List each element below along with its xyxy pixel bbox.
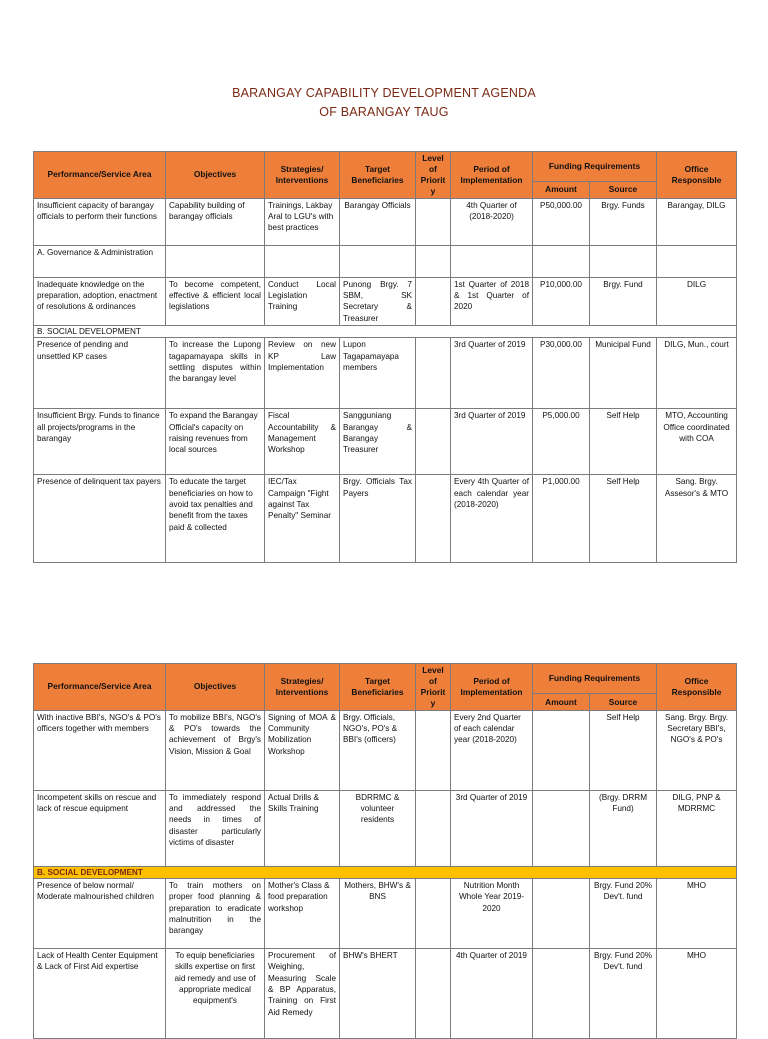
cell-area: Lack of Health Center Equipment & Lack of First Aid expertise: [34, 949, 166, 1039]
header-period: Period of Implementation: [451, 152, 533, 199]
cell-office: DILG: [657, 277, 737, 325]
cell-office: DILG, PNP & MDRRMC: [657, 790, 737, 866]
header-amount: Amount: [533, 694, 590, 710]
header-strategies: Strategies/ Interventions: [265, 664, 340, 711]
cell-target: BDRRMC & volunteer residents: [340, 790, 416, 866]
cell-objectives: To become competent, effective & efficient local legislations: [166, 277, 265, 325]
header-strategies: Strategies/ Interventions: [265, 152, 340, 199]
header-funding: Funding Requirements: [533, 664, 657, 694]
cell-strategies: IEC/Tax Campaign "Fight against Tax Penalty" Seminar: [265, 475, 340, 563]
cell-target: Barangay Officials: [340, 198, 416, 245]
cell-objectives: To educate the target beneficiaries on how to avoid tax penalties and benefit from the taxes paid & collected: [166, 475, 265, 563]
table-row: [34, 409, 737, 475]
section-row: [34, 325, 737, 337]
cell-area: Presence of below normal/ Moderate malnourished children: [34, 879, 166, 949]
cell-area: Insufficient Brgy. Funds to finance all projects/programs in the barangay: [34, 409, 166, 475]
cell-strategies: Fiscal Accountability & Management Workshop: [265, 409, 340, 475]
cell-area: Inadequate knowledge on the preparation, adoption, enactment of resolutions & ordinances: [34, 277, 166, 325]
cell-period: 3rd Quarter of 2019: [451, 790, 533, 866]
cell-period: 1st Quarter of 2018 & 1st Quarter of 2020: [451, 277, 533, 325]
table-row: [34, 338, 737, 409]
cell-office: MHO: [657, 879, 737, 949]
table-row: [34, 475, 737, 563]
table-row: [34, 245, 737, 277]
header-funding: Funding Requirements: [533, 152, 657, 182]
cell-office: DILG, Mun., court: [657, 338, 737, 409]
section-label: B. SOCIAL DEVELOPMENT: [34, 866, 737, 878]
cell-office: MHO: [657, 949, 737, 1039]
cell-period: Every 2nd Quarter of each calendar year (2018-2020): [451, 710, 533, 790]
cell-objectives: To train mothers on proper food planning & preparation to eradicate malnutrition in the barangay: [166, 879, 265, 949]
cell-period: 3rd Quarter of 2019: [451, 409, 533, 475]
header-office: Office Responsible: [657, 664, 737, 711]
table-row: [34, 198, 737, 245]
section-label: B. SOCIAL DEVELOPMENT: [34, 325, 737, 337]
cell-objectives: To increase the Lupong tagapamayapa skills in settling disputes within the barangay level: [166, 338, 265, 409]
cell-area: Presence of pending and unsettled KP cases: [34, 338, 166, 409]
document-title: BARANGAY CAPABILITY DEVELOPMENT AGENDA: [232, 86, 536, 100]
cell-target: Lupon Tagapamayapa members: [340, 338, 416, 409]
cell-area: A. Governance & Administration: [34, 245, 166, 277]
cell-strategies: Signing of MOA & Community Mobilization Workshop: [265, 710, 340, 790]
cell-priority: [416, 790, 451, 866]
agenda-table-1: [33, 151, 737, 563]
cell-amount: P50,000.00: [533, 198, 590, 245]
cell-objectives: To mobilize BBI's, NGO's & PO's towards the achievement of Brgy's Vision, Mission & Goal: [166, 710, 265, 790]
header-priority: Level of Priority: [416, 152, 451, 199]
cell-amount: P10,000.00: [533, 277, 590, 325]
header-period: Period of Implementation: [451, 664, 533, 711]
header-target: Target Beneficiaries: [340, 664, 416, 711]
cell-objectives: To expand the Barangay Official's capacity on raising revenues from local sources: [166, 409, 265, 475]
cell-priority: [416, 338, 451, 409]
table-row: [34, 277, 737, 325]
cell-source: Self Help: [590, 475, 657, 563]
header-target: Target Beneficiaries: [340, 152, 416, 199]
agenda-table-2: [33, 663, 737, 1039]
cell-target: Brgy. Officials, NGO's, PO's & BBI's (officers): [340, 710, 416, 790]
cell-source: Self Help: [590, 409, 657, 475]
header-objectives: Objectives: [166, 152, 265, 199]
cell-amount: [533, 710, 590, 790]
cell-period: 3rd Quarter of 2019: [451, 338, 533, 409]
cell-source: Brgy. Fund 20% Dev't. fund: [590, 879, 657, 949]
table-row: [34, 790, 737, 866]
table-row: [34, 879, 737, 949]
header-area: Performance/Service Area: [34, 152, 166, 199]
cell-objectives: To immediately respond and addressed the needs in times of disaster particularly victims of disaster: [166, 790, 265, 866]
cell-priority: [416, 710, 451, 790]
cell-source: Brgy. Funds: [590, 198, 657, 245]
cell-strategies: Review on new KP Law Implementation: [265, 338, 340, 409]
cell-amount: P1,000.00: [533, 475, 590, 563]
cell-target: Punong Brgy. 7 SBM, SK Secretary & Treasurer: [340, 277, 416, 325]
cell-source: Brgy. Fund 20% Dev't. fund: [590, 949, 657, 1039]
header-amount: Amount: [533, 181, 590, 198]
cell-priority: [416, 949, 451, 1039]
cell-office: Sang. Brgy. Brgy. Secretary BBI's, NGO's & PO's: [657, 710, 737, 790]
cell-target: BHW's BHERT: [340, 949, 416, 1039]
cell-priority: [416, 198, 451, 245]
cell-priority: [416, 277, 451, 325]
cell-strategies: Actual Drills & Skills Training: [265, 790, 340, 866]
cell-area: Incompetent skills on rescue and lack of rescue equipment: [34, 790, 166, 866]
cell-amount: [533, 879, 590, 949]
cell-period: Nutrition Month Whole Year 2019-2020: [451, 879, 533, 949]
header-objectives: Objectives: [166, 664, 265, 711]
cell-source: (Brgy. DRRM Fund): [590, 790, 657, 866]
cell-office: Barangay, DILG: [657, 198, 737, 245]
table-row: [34, 710, 737, 790]
cell-area: Insufficient capacity of barangay officials to perform their functions: [34, 198, 166, 245]
cell-target: Mothers, BHW's & BNS: [340, 879, 416, 949]
cell-area: With inactive BBI's, NGO's & PO's officers together with members: [34, 710, 166, 790]
cell-target: Sangguniang Barangay & Barangay Treasurer: [340, 409, 416, 475]
header-source: Source: [590, 181, 657, 198]
cell-amount: [533, 949, 590, 1039]
cell-area: Presence of delinquent tax payers: [34, 475, 166, 563]
cell-strategies: Trainings, Lakbay Aral to LGU's with best practices: [265, 198, 340, 245]
cell-office: MTO, Accounting Office coordinated with COA: [657, 409, 737, 475]
cell-period: Every 4th Quarter of each calendar year (2018-2020): [451, 475, 533, 563]
cell-strategies: Procurement of Weighing, Measuring Scale & BP Apparatus, Training on First Aid Remedy: [265, 949, 340, 1039]
cell-priority: [416, 409, 451, 475]
table-row: [34, 949, 737, 1039]
header-area: Performance/Service Area: [34, 664, 166, 711]
cell-priority: [416, 475, 451, 563]
cell-amount: P5,000.00: [533, 409, 590, 475]
cell-period: 4th Quarter of (2018-2020): [451, 198, 533, 245]
cell-objectives: Capability building of barangay officials: [166, 198, 265, 245]
cell-amount: P30,000.00: [533, 338, 590, 409]
cell-objectives: To equip beneficiaries skills expertise on first aid remedy and use of appropriate medical equipment's: [166, 949, 265, 1039]
cell-strategies: Conduct Local Legislation Training: [265, 277, 340, 325]
header-priority: Level of Priority: [416, 664, 451, 711]
cell-office: Sang. Brgy. Assesor's & MTO: [657, 475, 737, 563]
section-row: [34, 866, 737, 878]
cell-source: Brgy. Fund: [590, 277, 657, 325]
document-subtitle: OF BARANGAY TAUG: [319, 105, 449, 119]
cell-period: 4th Quarter of 2019: [451, 949, 533, 1039]
cell-strategies: Mother's Class & food preparation workshop: [265, 879, 340, 949]
header-office: Office Responsible: [657, 152, 737, 199]
cell-amount: [533, 790, 590, 866]
cell-priority: [416, 879, 451, 949]
cell-source: Self Help: [590, 710, 657, 790]
cell-target: Brgy. Officials Tax Payers: [340, 475, 416, 563]
cell-source: Municipal Fund: [590, 338, 657, 409]
header-source: Source: [590, 694, 657, 710]
